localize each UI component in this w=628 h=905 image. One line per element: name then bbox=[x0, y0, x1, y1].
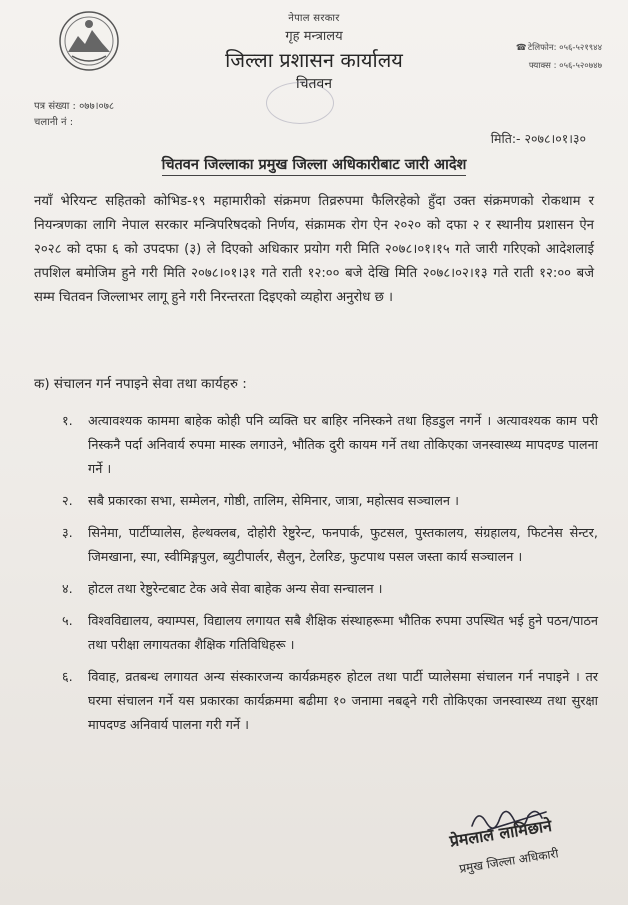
government-name: नेपाल सरकार bbox=[288, 13, 340, 24]
ministry-name: गृह मन्त्रालय bbox=[285, 29, 343, 44]
item-text: होटल तथा रेष्टुरेन्टबाट टेक अवे सेवा बाहेक अन्य सेवा सन्चालन । bbox=[88, 582, 383, 597]
item-text: विवाह, व्रतबन्ध लगायत अन्य संस्कारजन्य कार्यक्रमहरु होटल तथा पार्टी प्यालेसमा संचालन गर्न नपाइने । तर घरमा संचालन गर्ने यस प्रकारका कार्यक्रममा बढीमा १० जनामा नबढ्ने गरी तोकिएका जनस्वास्थ्य तथा सुरक्षा मापदण्ड अनिवार्य पालना गरी गर्ने । bbox=[88, 670, 598, 733]
fax-number: फ्याक्स : ०५६-५२०७४७ bbox=[528, 61, 602, 71]
dispatch-number: चलानी नं : bbox=[34, 117, 74, 128]
item-number: १. bbox=[62, 414, 73, 429]
item-number: ३. bbox=[62, 526, 73, 541]
list-item bbox=[62, 410, 598, 482]
phone-number bbox=[516, 42, 602, 53]
phone-text: टेलिफोन: ०५६-५२१९४४ bbox=[527, 43, 602, 53]
letter-number: पत्र संख्या : ०७७।०७८ bbox=[34, 101, 115, 112]
list-item bbox=[62, 610, 598, 658]
list-item bbox=[62, 522, 598, 570]
list-item bbox=[62, 490, 598, 514]
item-text: सबै प्रकारका सभा, सम्मेलन, गोष्ठी, तालिम, सेमिनार, जात्रा, महोत्सव सञ्चालन । bbox=[88, 494, 459, 509]
phone-icon: ☎ bbox=[515, 43, 527, 53]
letter-date: मिति:- २०७८।०१।३० bbox=[490, 131, 586, 146]
office-stamp bbox=[266, 82, 334, 124]
list-item bbox=[62, 666, 598, 738]
signatory-name: प्रेमलाल लामिछाने bbox=[448, 815, 554, 851]
subject-text: चितवन जिल्लाका प्रमुख जिल्ला अधिकारीबाट जारी आदेश bbox=[162, 157, 467, 176]
item-number: ५. bbox=[62, 614, 73, 629]
letter-subject bbox=[0, 154, 628, 174]
item-number: ६. bbox=[62, 670, 73, 685]
item-text: विश्वविद्यालय, क्याम्पस, विद्यालय लगायत सबै शैक्षिक संस्थाहरूमा भौतिक रुपमा उपस्थित भई हुने पठन/पाठन तथा परीक्षा लगायतका शैक्षिक गतिविधिहरू । bbox=[88, 614, 598, 653]
office-name: जिल्ला प्रशासन कार्यालय bbox=[225, 48, 403, 72]
signatory-title: प्रमुख जिल्ला अधिकारी bbox=[458, 846, 560, 876]
order-list bbox=[62, 410, 598, 746]
section-heading: क) संचालन गर्न नपाइने सेवा तथा कार्यहरु : bbox=[34, 376, 247, 392]
item-text: सिनेमा, पार्टीप्यालेस, हेल्थक्लब, दोहोरी रेष्टुरेन्ट, फनपार्क, फुटसल, पुस्तकालय, संग्रहालय, फिटनेस सेन्टर, जिमखाना, स्पा, स्वीमिङ्गपुल, ब्युटीपार्लर, सैलुन, टेलरिङ, फुटपाथ पसल जस्ता कार्य सञ्चालन । bbox=[88, 526, 598, 565]
item-number: २. bbox=[62, 494, 73, 509]
item-text: अत्यावश्यक काममा बाहेक कोही पनि व्यक्ति घर बाहिर ननिस्कने तथा हिडडुल नगर्ने । अत्यावश्यक काम परी निस्कनै पर्दा अनिवार्य रुपमा मास्क लगाउने, भौतिक दुरी कायम गर्ने तथा तोकिएका जनस्वास्थ्य मापदण्ड पालना गर्ने । bbox=[88, 414, 598, 477]
item-number: ४. bbox=[62, 582, 73, 597]
office-location: चितवन bbox=[295, 76, 333, 92]
list-item bbox=[62, 578, 598, 602]
body-paragraph: नयाँ भेरियन्ट सहितको कोभिड-१९ महामारीको संक्रमण तिव्ररुपमा फैलिरहेको हुँदा उक्त संक्रमणको रोकथाम र नियन्त्रणका लागि नेपाल सरकार मन्त्रिपरिषदको निर्णय, संक्रामक रोग ऐन २०२० को दफा २ र स्थानीय प्रशासन ऐन २०२८ को दफा ६ को उपदफा (३) ले दिएको अधिकार प्रयोग गरी मिति २०७८।०१।१५ गते जारी गरिएको आदेशलाई तपशिल बमोजिम हुने गरी मिति २०७८।०१।३१ गते राती १२:०० बजे देखि मिति २०७८।०२।१३ गते राती १२:०० बजे सम्म चितवन जिल्लाभर लागू हुने गरी निरन्तरता दिइएको व्यहोरा अनुरोध छ । bbox=[34, 194, 594, 305]
